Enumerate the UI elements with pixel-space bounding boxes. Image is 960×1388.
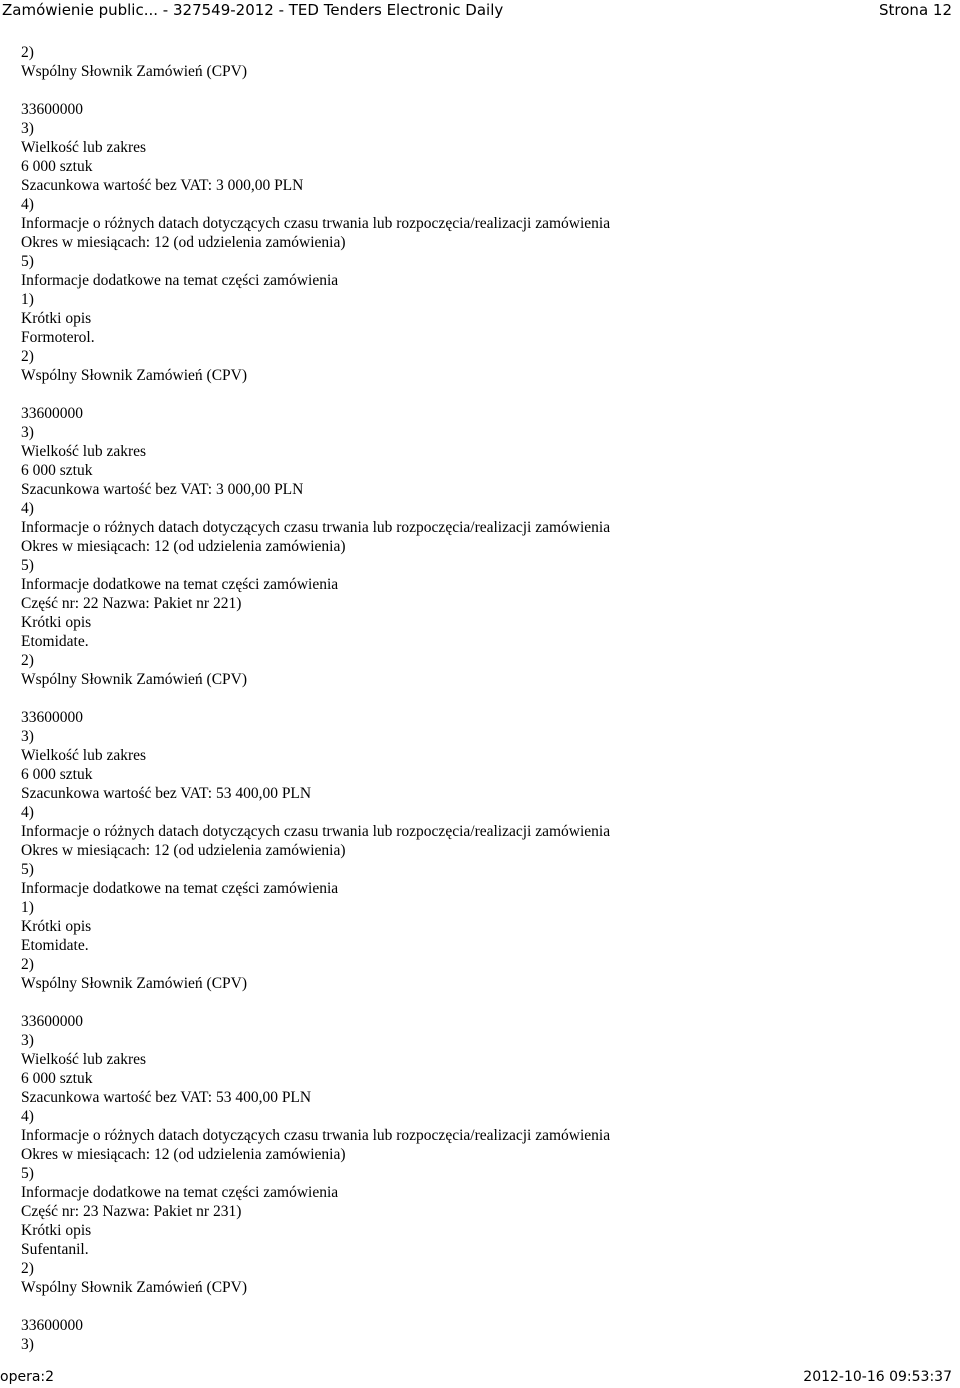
document-line: Wspólny Słownik Zamówień (CPV)	[21, 671, 248, 688]
document-line: 5)	[21, 861, 34, 878]
document-line: 2)	[21, 1260, 34, 1277]
document-line: Krótki opis	[21, 918, 92, 935]
document-line: 4)	[21, 804, 34, 821]
document-line: 2)	[21, 956, 34, 973]
print-header-page-number: Strona 12	[879, 1, 952, 19]
document-line: 3)	[21, 424, 34, 441]
document-line: Etomidate.	[21, 937, 89, 954]
document-line: 3)	[21, 728, 34, 745]
document-line: Informacje dodatkowe na temat części zamówienia	[21, 880, 339, 897]
document-line: Okres w miesiącach: 12 (od udzielenia zamówienia)	[21, 842, 346, 859]
print-header-title: Zamówienie public... - 327549-2012 - TED Tenders Electronic Daily	[2, 1, 504, 19]
document-line: Informacje o różnych datach dotyczących czasu trwania lub rozpoczęcia/realizacji zamówienia	[21, 215, 611, 232]
document-line: 4)	[21, 500, 34, 517]
document-line: Informacje dodatkowe na temat części zamówienia	[21, 272, 339, 289]
document-line: 4)	[21, 1108, 34, 1125]
document-line: 5)	[21, 557, 34, 574]
document-line: Okres w miesiącach: 12 (od udzielenia zamówienia)	[21, 538, 346, 555]
document-line: 3)	[21, 120, 34, 137]
document-line: 6 000 sztuk	[21, 1070, 93, 1087]
document-line: 2)	[21, 652, 34, 669]
document-line: 3)	[21, 1032, 34, 1049]
document-line: 5)	[21, 1165, 34, 1182]
print-footer-source: opera:2	[0, 1369, 55, 1385]
document-line: 6 000 sztuk	[21, 462, 93, 479]
document-line: Część nr: 23 Nazwa: Pakiet nr 231)	[21, 1203, 242, 1220]
document-line: Wielkość lub zakres	[21, 139, 147, 156]
document-line: 6 000 sztuk	[21, 158, 93, 175]
document-line: 1)	[21, 291, 34, 308]
document-line: Szacunkowa wartość bez VAT: 53 400,00 PLN	[21, 1089, 312, 1106]
document-line: Szacunkowa wartość bez VAT: 3 000,00 PLN	[21, 177, 304, 194]
document-line: Etomidate.	[21, 633, 89, 650]
document-line: 33600000	[21, 101, 83, 118]
document-line: Wielkość lub zakres	[21, 747, 147, 764]
document-line: Część nr: 22 Nazwa: Pakiet nr 221)	[21, 595, 242, 612]
document-line: 2)	[21, 348, 34, 365]
document-line: 3)	[21, 1336, 34, 1353]
document-line: Informacje o różnych datach dotyczących czasu trwania lub rozpoczęcia/realizacji zamówienia	[21, 519, 611, 536]
document-line: Informacje o różnych datach dotyczących czasu trwania lub rozpoczęcia/realizacji zamówienia	[21, 823, 611, 840]
document-line: 1)	[21, 899, 34, 916]
document-line: Krótki opis	[21, 1222, 92, 1239]
document-line: 5)	[21, 253, 34, 270]
document-line: Wspólny Słownik Zamówień (CPV)	[21, 975, 248, 992]
document-line: Krótki opis	[21, 614, 92, 631]
document-line: 4)	[21, 196, 34, 213]
document-line: Informacje dodatkowe na temat części zamówienia	[21, 1184, 339, 1201]
document-line: 6 000 sztuk	[21, 766, 93, 783]
document-line: 33600000	[21, 1317, 83, 1334]
document-line: Krótki opis	[21, 310, 92, 327]
document-line: 33600000	[21, 405, 83, 422]
document-body	[21, 43, 941, 1354]
document-line: Formoterol.	[21, 329, 95, 346]
document-line: Sufentanil.	[21, 1241, 89, 1258]
document-line: Informacje dodatkowe na temat części zamówienia	[21, 576, 339, 593]
document-line: 33600000	[21, 709, 83, 726]
document-line: Okres w miesiącach: 12 (od udzielenia zamówienia)	[21, 234, 346, 251]
document-line: Okres w miesiącach: 12 (od udzielenia zamówienia)	[21, 1146, 346, 1163]
document-line: Szacunkowa wartość bez VAT: 53 400,00 PLN	[21, 785, 312, 802]
document-line: Informacje o różnych datach dotyczących czasu trwania lub rozpoczęcia/realizacji zamówienia	[21, 1127, 611, 1144]
document-line: Szacunkowa wartość bez VAT: 3 000,00 PLN	[21, 481, 304, 498]
print-footer-timestamp: 2012-10-16 09:53:37	[803, 1369, 952, 1385]
document-line: Wielkość lub zakres	[21, 1051, 147, 1068]
document-line: Wspólny Słownik Zamówień (CPV)	[21, 367, 248, 384]
document-line: 2)	[21, 44, 34, 61]
document-line: Wielkość lub zakres	[21, 443, 147, 460]
document-line: 33600000	[21, 1013, 83, 1030]
document-line: Wspólny Słownik Zamówień (CPV)	[21, 1279, 248, 1296]
document-line: Wspólny Słownik Zamówień (CPV)	[21, 63, 248, 80]
